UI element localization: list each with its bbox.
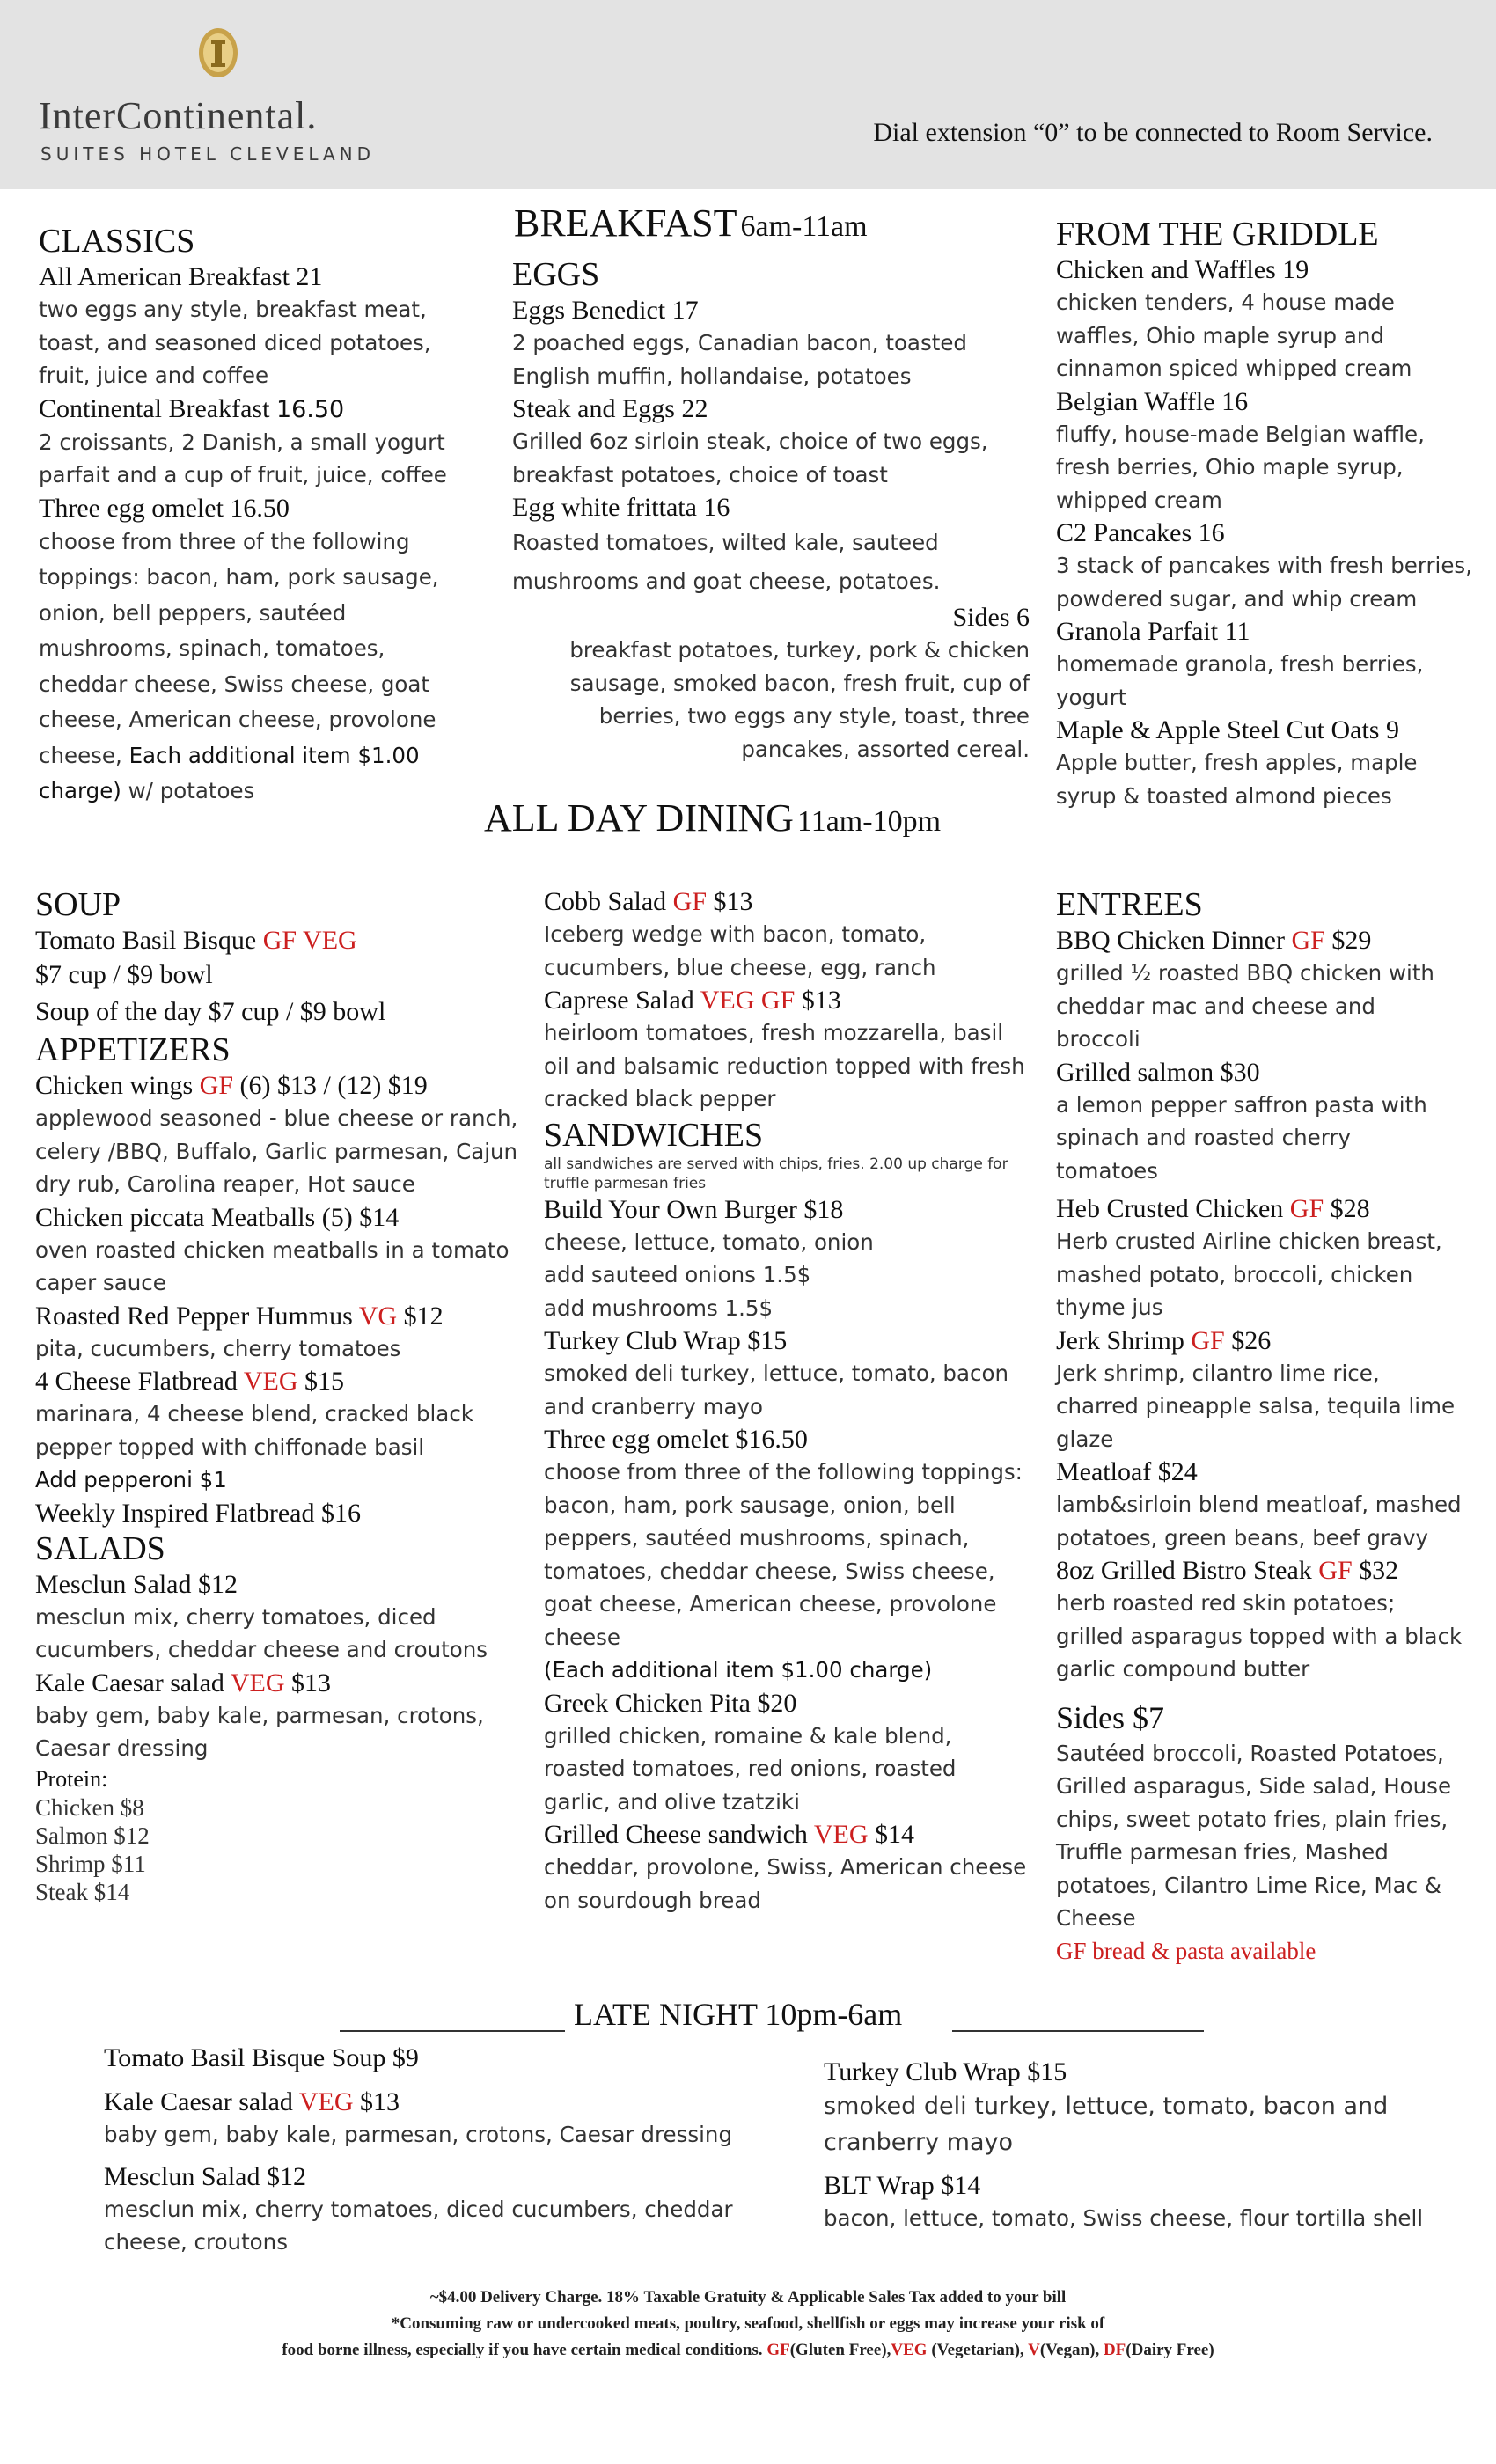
item-desc: toast, and seasoned diced potatoes, xyxy=(39,329,431,356)
legend-veg-label: (Vegetarian), xyxy=(927,2341,1029,2359)
item-desc: homemade granola, fresh berries, xyxy=(1056,651,1424,677)
item-desc: peppers, sautéed mushrooms, spinach, xyxy=(544,1525,970,1551)
legend-v: V xyxy=(1028,2341,1040,2359)
item-desc: cheese, croutons xyxy=(104,2229,288,2255)
legend-df-label: (Dairy Free) xyxy=(1126,2341,1214,2359)
menu-item-name xyxy=(35,924,528,957)
item-desc: two eggs any style, breakfast meat, xyxy=(39,297,427,322)
item-desc: mashed potato, broccoli, chicken xyxy=(1056,1261,1413,1287)
menu-item-name xyxy=(35,1069,528,1102)
item-desc: cucumbers, blue cheese, egg, ranch xyxy=(544,954,936,980)
menu-item-name: Mesclun Salad $12 xyxy=(35,1569,238,1599)
sides-desc: chips, sweet potato fries, plain fries, xyxy=(1056,1806,1448,1832)
item-desc: Jerk shrimp, cilantro lime rice, xyxy=(1056,1360,1380,1386)
item-desc: yogurt xyxy=(1056,684,1127,710)
item-desc: pita, cucumbers, cherry tomatoes xyxy=(35,1335,401,1361)
legend-v-label: (Vegan), xyxy=(1039,2341,1104,2359)
item-desc: fresh berries, Ohio maple syrup, xyxy=(1056,454,1404,480)
menu-item-name: Mesclun Salad $12 xyxy=(104,2161,306,2191)
item-desc: English muffin, hollandaise, potatoes xyxy=(512,363,912,389)
item-desc: 2 poached eggs, Canadian bacon, toasted xyxy=(512,330,967,356)
item-desc: garlic, and olive tzatziki xyxy=(544,1788,800,1815)
menu-item-name: Maple & Apple Steel Cut Oats 9 xyxy=(1056,715,1399,744)
item-desc: a lemon pepper saffron pasta with xyxy=(1056,1091,1427,1118)
menu-item-name xyxy=(35,1365,528,1397)
entrees-section xyxy=(1056,885,1478,1968)
footer-line-delivery: ~$4.00 Delivery Charge. 18% Taxable Gratuity & Applicable Sales Tax added to your bill xyxy=(429,2288,1067,2306)
sandwiches-heading: SANDWICHES xyxy=(544,1116,764,1154)
menu-item-name: Granola Parfait 11 xyxy=(1056,617,1250,646)
desc-text: w/ potatoes xyxy=(121,778,255,803)
item-desc: mesclun mix, cherry tomatoes, diced xyxy=(35,1603,436,1630)
item-desc: cheddar, provolone, Swiss, American cheese xyxy=(544,1854,1027,1880)
menu-item-name xyxy=(544,984,1037,1016)
item-desc: choose from three of the following xyxy=(39,528,410,554)
late-night-left xyxy=(104,2040,808,2259)
item-desc: baby gem, baby kale, parmesan, crotons, Caesar dressing xyxy=(104,2122,732,2147)
item-price: $29 xyxy=(1331,926,1372,955)
item-desc: roasted tomatoes, red onions, roasted xyxy=(544,1756,957,1781)
desc-text: cheese, xyxy=(39,742,129,768)
menu-item-name xyxy=(1056,924,1478,957)
item-name-text: Grilled Cheese sandwich xyxy=(544,1820,808,1849)
item-desc: marinara, 4 cheese blend, cracked black xyxy=(35,1401,473,1426)
sides-heading: Sides $7 xyxy=(1056,1699,1165,1735)
extra-charge: charge) xyxy=(39,778,121,803)
menu-item-name: Weekly Inspired Flatbread $16 xyxy=(35,1498,361,1528)
sides-desc: Sautéed broccoli, Roasted Potatoes, xyxy=(1056,1740,1444,1766)
menu-item-name xyxy=(1056,1324,1478,1357)
item-desc: on sourdough bread xyxy=(544,1887,761,1913)
item-desc: dry rub, Carolina reaper, Hot sauce xyxy=(35,1171,415,1197)
legend-gf: GF xyxy=(766,2341,790,2359)
item-price: $13 xyxy=(713,887,753,916)
item-desc: breakfast potatoes, choice of toast xyxy=(512,461,888,488)
item-desc: grilled chicken, romaine & kale blend, xyxy=(544,1722,952,1749)
diet-tag: GF xyxy=(672,887,708,916)
late-night-right xyxy=(824,2056,1440,2235)
item-price: $12 xyxy=(403,1301,444,1331)
salads-sandwiches-section xyxy=(544,885,1037,1917)
item-desc: tomatoes xyxy=(1056,1157,1158,1184)
menu-item-name: Meatloaf $24 xyxy=(1056,1457,1198,1486)
item-desc: cheddar cheese, Swiss cheese, goat xyxy=(39,671,430,697)
item-desc: whipped cream xyxy=(1056,487,1222,513)
eggs-section xyxy=(512,255,1031,766)
menu-item-name xyxy=(1056,1192,1478,1225)
item-desc: add sauteed onions 1.5$ xyxy=(544,1262,811,1287)
diet-tag: VEG xyxy=(298,2087,354,2116)
item-price: $14 xyxy=(875,1820,915,1849)
late-night-title-text: LATE NIGHT xyxy=(574,1997,758,2032)
item-name-text: BBQ Chicken Dinner xyxy=(1056,926,1285,955)
item-desc: smoked deli turkey, lettuce, tomato, bacon xyxy=(544,1360,1008,1386)
menu-item-name: C2 Pancakes 16 xyxy=(1056,518,1225,547)
add-on-note: Add pepperoni $1 xyxy=(35,1467,227,1492)
item-desc: baby gem, baby kale, parmesan, crotons, xyxy=(35,1702,484,1728)
sides-desc: breakfast potatoes, turkey, pork & chicken xyxy=(569,637,1030,663)
footer-line-legend xyxy=(0,2337,1496,2364)
item-desc: spinach and roasted cherry xyxy=(1056,1125,1351,1150)
diet-tag: VEG xyxy=(243,1367,298,1396)
menu-item-name xyxy=(35,1300,528,1332)
item-desc: herb roasted red skin potatoes; xyxy=(1056,1590,1396,1616)
protein-heading: Protein: xyxy=(35,1765,108,1792)
menu-item-name: Egg white frittata 16 xyxy=(512,493,730,522)
item-desc: 3 stack of pancakes with fresh berries, xyxy=(1056,553,1472,578)
menu-item-name: All American Breakfast 21 xyxy=(39,262,323,291)
sides-desc: Cheese xyxy=(1056,1905,1136,1931)
item-desc: add mushrooms 1.5$ xyxy=(544,1294,774,1321)
extra-charge: (Each additional item $1.00 charge) xyxy=(544,1657,933,1683)
brand-subtitle: SUITES HOTEL CLEVELAND xyxy=(40,143,375,165)
menu-item-name: BLT Wrap $14 xyxy=(824,2171,981,2200)
item-desc: heirloom tomatoes, fresh mozzarella, basil xyxy=(544,1020,1004,1045)
appetizers-heading: APPETIZERS xyxy=(35,1031,231,1068)
footer-notes xyxy=(0,2284,1496,2364)
menu-item-name: Chicken and Waffles 19 xyxy=(1056,255,1309,284)
diet-tag: GF xyxy=(1291,926,1325,955)
item-price: $15 xyxy=(304,1367,345,1396)
extra-charge: Each additional item $1.00 xyxy=(128,742,420,768)
classics-section xyxy=(39,222,496,810)
item-name-text: Heb Crusted Chicken xyxy=(1056,1194,1284,1223)
item-desc: oven roasted chicken meatballs in a tomato xyxy=(35,1236,510,1263)
protein-option: Chicken $8 xyxy=(35,1793,144,1821)
item-desc: waffles, Ohio maple syrup and xyxy=(1056,322,1384,348)
protein-option: Salmon $12 xyxy=(35,1822,150,1849)
item-desc: parfait and a cup of fruit, juice, coffee xyxy=(39,462,447,488)
item-price: $7 cup / $9 bowl xyxy=(35,960,213,989)
menu-item-name: Build Your Own Burger $18 xyxy=(544,1194,844,1224)
item-desc: fruit, juice and coffee xyxy=(39,363,269,388)
breakfast-hours: 6am-11am xyxy=(740,210,868,243)
header-band xyxy=(0,0,1496,189)
item-desc: mesclun mix, cherry tomatoes, diced cucumbers, cheddar xyxy=(104,2196,733,2222)
menu-item-name xyxy=(544,1818,1037,1851)
menu-item-name: Tomato Basil Bisque Soup $9 xyxy=(104,2043,419,2072)
menu-item-name: Eggs Benedict 17 xyxy=(512,296,699,325)
menu-item-name xyxy=(35,1667,528,1699)
menu-item-name xyxy=(544,885,1037,918)
item-desc: lamb&sirloin blend meatloaf, mashed xyxy=(1056,1492,1462,1517)
diet-tag: GF VEG xyxy=(262,926,357,955)
diet-tag: GF xyxy=(1318,1556,1353,1585)
item-desc: cheese, American cheese, provolone xyxy=(39,707,436,732)
item-desc: cheese xyxy=(544,1624,620,1650)
diet-tag: VEG GF xyxy=(700,986,796,1015)
item-desc: Roasted tomatoes, wilted kale, sauteed xyxy=(512,530,939,555)
item-desc: oil and balsamic reduction topped with fresh xyxy=(544,1052,1025,1079)
item-price: $32 xyxy=(1359,1556,1399,1585)
item-desc: charred pineapple salsa, tequila lime xyxy=(1056,1393,1456,1419)
item-desc: Herb crusted Airline chicken breast, xyxy=(1056,1228,1442,1254)
sides-desc: berries, two eggs any style, toast, three xyxy=(598,703,1030,729)
menu-item-name: Grilled salmon $30 xyxy=(1056,1057,1260,1087)
item-desc: cheese, lettuce, tomato, onion xyxy=(544,1228,874,1255)
item-name-text: Caprese Salad xyxy=(544,986,694,1015)
legend-veg: VEG xyxy=(891,2341,928,2359)
menu-item-name xyxy=(1056,1554,1478,1587)
brand-name: InterContinental. xyxy=(39,94,318,137)
protein-option: Shrimp $11 xyxy=(35,1850,146,1877)
griddle-section xyxy=(1056,215,1478,812)
menu-item-name xyxy=(104,2086,808,2118)
legend-gf-label: (Gluten Free), xyxy=(789,2341,891,2359)
diet-tag: VG xyxy=(358,1301,398,1331)
soup-appetizer-salad-section xyxy=(35,885,528,1906)
late-night-hours: 10pm-6am xyxy=(765,1997,903,2032)
menu-item-name xyxy=(39,392,496,426)
protein-option: Steak $14 xyxy=(35,1878,130,1905)
late-night-rule-right xyxy=(952,2030,1204,2032)
sides-desc: pancakes, assorted cereal. xyxy=(741,736,1030,762)
soup-heading: SOUP xyxy=(35,886,121,923)
breakfast-title xyxy=(514,201,868,246)
item-desc: potatoes, green beans, beef gravy xyxy=(1056,1524,1428,1551)
classics-heading: CLASSICS xyxy=(39,223,195,260)
item-desc: bacon, lettuce, tomato, Swiss cheese, flour tortilla shell xyxy=(824,2205,1424,2231)
item-desc: grilled asparagus topped with a black xyxy=(1056,1623,1463,1649)
gf-note: GF bread & pasta available xyxy=(1056,1937,1316,1964)
item-desc: 2 croissants, 2 Danish, a small yogurt xyxy=(39,429,445,455)
menu-item-name: Soup of the day $7 cup / $9 bowl xyxy=(35,997,386,1026)
item-price: $13 xyxy=(801,986,841,1015)
item-name-text: Jerk Shrimp xyxy=(1056,1325,1184,1355)
item-desc: garlic compound butter xyxy=(1056,1656,1310,1682)
item-price: $28 xyxy=(1330,1194,1370,1223)
item-price: (6) $13 / (12) $19 xyxy=(239,1071,428,1100)
item-desc xyxy=(39,774,496,810)
item-desc: bacon, ham, pork sausage, onion, bell xyxy=(544,1492,956,1518)
item-desc: thyme jus xyxy=(1056,1294,1163,1320)
item-name-text: Tomato Basil Bisque xyxy=(35,926,257,955)
sandwiches-note: truffle parmesan fries xyxy=(544,1174,707,1192)
legend-df: DF xyxy=(1103,2341,1126,2359)
sides-desc: potatoes, Cilantro Lime Rice, Mac & xyxy=(1056,1872,1441,1898)
menu-item-name: Turkey Club Wrap $15 xyxy=(544,1326,788,1355)
entrees-heading: ENTREES xyxy=(1056,886,1203,923)
diet-tag: VEG xyxy=(813,1820,869,1849)
griddle-heading: FROM THE GRIDDLE xyxy=(1056,216,1379,253)
item-desc: Iceberg wedge with bacon, tomato, xyxy=(544,921,927,947)
item-desc: Grilled 6oz sirloin steak, choice of two eggs, xyxy=(512,429,988,454)
item-desc: goat cheese, American cheese, provolone xyxy=(544,1591,997,1617)
item-desc: fluffy, house-made Belgian waffle, xyxy=(1056,421,1425,447)
item-desc: chicken tenders, 4 house made xyxy=(1056,290,1395,315)
item-desc: cinnamon spiced whipped cream xyxy=(1056,356,1412,381)
item-desc: glaze xyxy=(1056,1426,1114,1452)
menu-item-name: Three egg omelet $16.50 xyxy=(544,1425,808,1454)
room-service-note: Dial extension “0” to be connected to Room Service. xyxy=(873,118,1433,147)
item-desc: pepper topped with chiffonade basil xyxy=(35,1434,425,1460)
item-desc: toppings: bacon, ham, pork sausage, xyxy=(39,564,439,590)
item-desc xyxy=(39,738,496,774)
item-desc: broccoli xyxy=(1056,1026,1140,1052)
item-desc: grilled ½ roasted BBQ chicken with xyxy=(1056,960,1434,986)
item-desc: syrup & toasted almond pieces xyxy=(1056,782,1392,809)
item-desc: and cranberry mayo xyxy=(544,1393,763,1419)
hotel-logo-icon xyxy=(195,23,241,79)
menu-item-name: Chicken piccata Meatballs (5) $14 xyxy=(35,1202,400,1232)
diet-tag: GF xyxy=(1191,1325,1225,1355)
sides-desc: Truffle parmesan fries, Mashed xyxy=(1056,1839,1389,1865)
item-desc: mushrooms, spinach, tomatoes, xyxy=(39,635,385,661)
diet-tag: GF xyxy=(1289,1194,1324,1223)
sides-title: Sides 6 xyxy=(952,603,1030,632)
footer-text: food borne illness, especially if you have certain medical conditions. xyxy=(282,2341,767,2359)
item-desc: caper sauce xyxy=(35,1270,166,1295)
item-desc: celery /BBQ, Buffalo, Garlic parmesan, Cajun xyxy=(35,1138,518,1164)
sandwiches-note: all sandwiches are served with chips, fries. 2.00 up charge for xyxy=(544,1155,1008,1173)
item-desc: cranberry mayo xyxy=(824,2129,1013,2156)
item-desc: cheddar mac and cheese and xyxy=(1056,993,1375,1019)
diet-tag: GF xyxy=(199,1071,234,1100)
item-price: $13 xyxy=(360,2087,400,2116)
late-night-rule-left xyxy=(340,2030,565,2032)
eggs-heading: EGGS xyxy=(512,256,600,293)
item-desc: tomatoes, cheddar cheese, Swiss cheese, xyxy=(544,1558,995,1584)
diet-tag: VEG xyxy=(230,1668,285,1698)
breakfast-title-text: BREAKFAST xyxy=(514,202,737,245)
item-desc: Caesar dressing xyxy=(35,1735,209,1761)
item-price: 16.50 xyxy=(275,395,345,423)
item-name-text: Kale Caesar salad xyxy=(104,2087,293,2116)
item-desc: cucumbers, cheddar cheese and croutons xyxy=(35,1637,488,1662)
item-name-text: Kale Caesar salad xyxy=(35,1668,224,1698)
salads-heading: SALADS xyxy=(35,1529,165,1567)
sides-desc: sausage, smoked bacon, fresh fruit, cup of xyxy=(569,670,1030,696)
item-name-text: 4 Cheese Flatbread xyxy=(35,1367,238,1396)
footer-line-consuming: *Consuming raw or undercooked meats, poultry, seafood, shellfish or eggs may increase your risk of xyxy=(391,2314,1105,2333)
menu-item-name: Belgian Waffle 16 xyxy=(1056,386,1249,416)
item-desc: smoked deli turkey, lettuce, tomato, bacon and xyxy=(824,2093,1389,2120)
all-day-title-text: ALL DAY DINING xyxy=(484,796,794,840)
item-name-text: Chicken wings xyxy=(35,1071,194,1100)
item-desc: applewood seasoned - blue cheese or ranch, xyxy=(35,1105,518,1131)
menu-item-name: Three egg omelet 16.50 xyxy=(39,493,290,523)
item-name-text: Continental Breakfast xyxy=(39,393,270,423)
all-day-hours: 11am-10pm xyxy=(796,805,942,838)
item-name-text: 8oz Grilled Bistro Steak xyxy=(1056,1556,1312,1585)
item-price: $26 xyxy=(1231,1325,1272,1355)
menu-item-name: Steak and Eggs 22 xyxy=(512,394,708,423)
menu-item-name: Greek Chicken Pita $20 xyxy=(544,1688,797,1718)
item-desc: Apple butter, fresh apples, maple xyxy=(1056,750,1418,775)
item-desc: choose from three of the following toppings: xyxy=(544,1459,1023,1485)
item-desc: powdered sugar, and whip cream xyxy=(1056,585,1418,612)
all-day-title xyxy=(484,796,941,840)
item-desc: onion, bell peppers, sautéed xyxy=(39,599,347,626)
sides-desc: Grilled asparagus, Side salad, House xyxy=(1056,1773,1452,1799)
item-name-text: Cobb Salad xyxy=(544,887,667,916)
item-desc: cracked black pepper xyxy=(544,1086,776,1111)
item-name-text: Roasted Red Pepper Hummus xyxy=(35,1301,353,1331)
item-price: $13 xyxy=(291,1668,332,1698)
late-night-title xyxy=(574,1996,902,2033)
item-desc: mushrooms and goat cheese, potatoes. xyxy=(512,568,941,594)
menu-item-name: Turkey Club Wrap $15 xyxy=(824,2057,1067,2086)
